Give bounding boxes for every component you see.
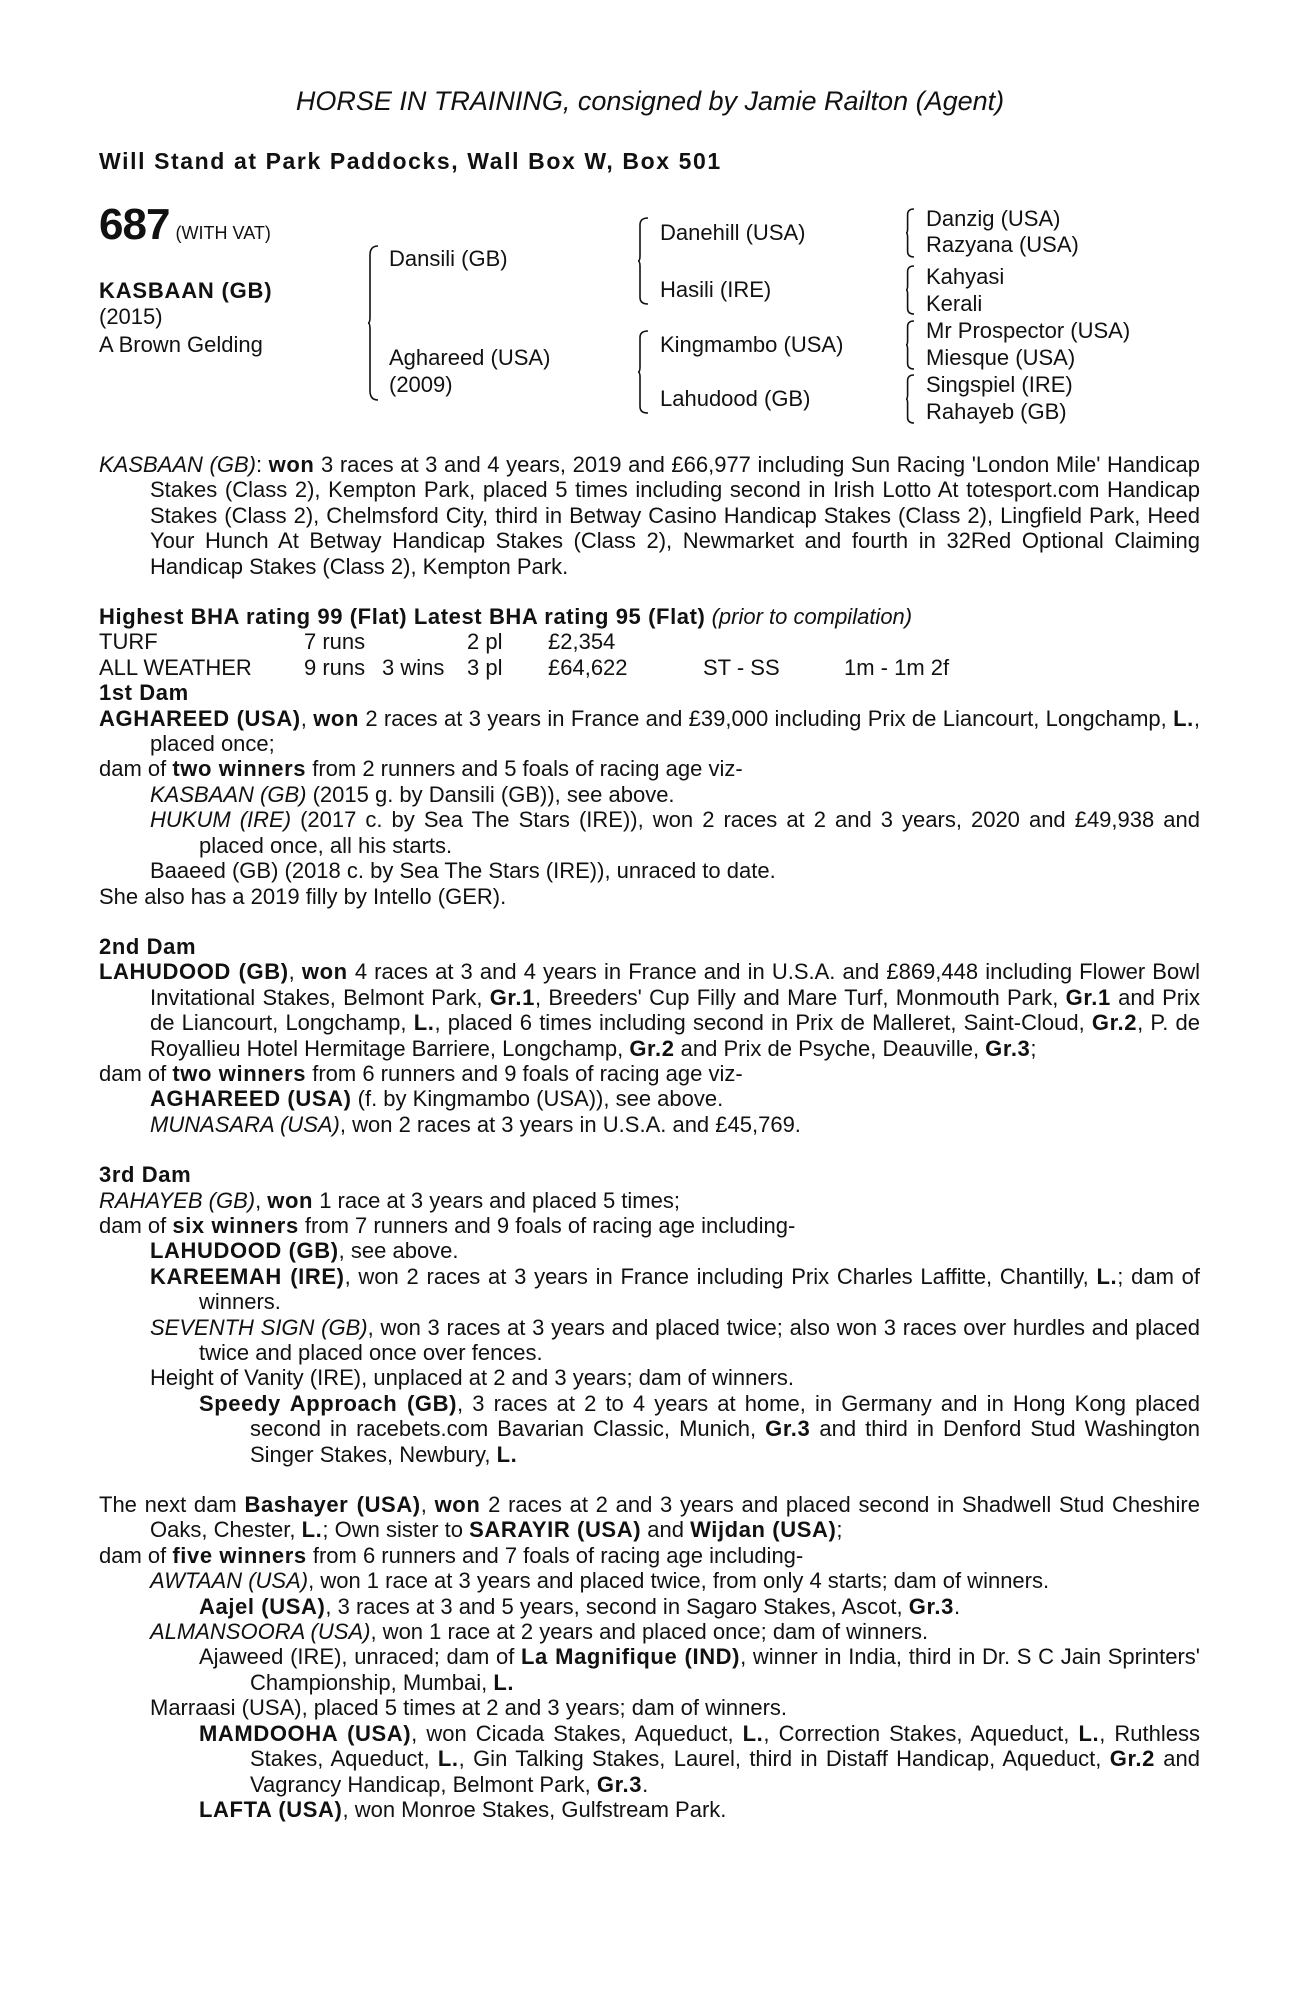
pedigree-paragraph (99, 1543, 1200, 1568)
great-grandparent: Danzig (USA) (926, 206, 1061, 231)
ratings-cell (382, 629, 467, 654)
pedigree-paragraph (99, 1315, 1200, 1366)
italic-text: AWTAAN (USA) (150, 1568, 309, 1594)
bold-text: MAMDOOHA (USA) (199, 1720, 412, 1746)
pedigree-paragraph (99, 959, 1200, 1061)
bold-text: Gr.3 (985, 1035, 1031, 1061)
dam-dam: Lahudood (GB) (660, 386, 811, 411)
text-run: , won 1 race at 3 years and placed twice, from only 4 starts; dam of winners. (308, 1568, 1050, 1594)
bold-text: Highest BHA rating 99 (Flat) Latest BHA rating 95 (Flat) (99, 604, 706, 630)
brace-icon (638, 331, 648, 413)
bold-text: L. (493, 1669, 515, 1695)
text-run: , won 1 race at 2 years and placed once; dam of winners. (370, 1619, 929, 1645)
bold-text: Gr.3 (908, 1593, 954, 1619)
lot-number-line (99, 200, 271, 249)
ratings-cell (844, 629, 994, 654)
bold-text: SARAYIR (USA) (469, 1517, 642, 1543)
text-run: and Prix de Psyche, Deauville, (674, 1035, 986, 1061)
text-run: , Breeders' Cup Filly and Mare Turf, Monmouth Park, (534, 984, 1066, 1010)
text-run: ; (836, 1517, 843, 1543)
bold-text: Bashayer (USA) (244, 1492, 421, 1518)
text-run: , (288, 959, 302, 985)
brace-icon (368, 246, 378, 400)
bold-text: two winners (172, 756, 307, 782)
pedigree-paragraph (99, 1188, 1200, 1213)
bold-text: L. (1078, 1720, 1100, 1746)
ratings-cell: £2,354 (548, 629, 616, 655)
text-run: She also has a 2019 filly by Intello (GER). (99, 883, 507, 909)
pedigree-paragraph (99, 1619, 1200, 1644)
text-run: Baaeed (GB) (2018 c. by Sea The Stars (IRE)), unraced to date. (150, 858, 776, 884)
text-run: , (420, 1492, 435, 1518)
italic-text: KASBAAN (GB) (99, 452, 256, 477)
italic-text: ALMANSOORA (USA) (150, 1619, 371, 1645)
text-run: , won Cicada Stakes, Aqueduct, (411, 1720, 743, 1746)
text-run: Ajaweed (IRE), unraced; dam of (199, 1644, 522, 1670)
text-run: (2015 g. by Dansili (GB)), see above. (306, 781, 675, 807)
bold-text: won (434, 1492, 481, 1518)
bold-text: L. (496, 1441, 518, 1467)
ratings-table (99, 629, 1200, 680)
italic-text: RAHAYEB (GB) (99, 1187, 256, 1213)
dam-section (99, 934, 1200, 1137)
pedigree-paragraph (99, 1061, 1200, 1086)
bold-text: Gr.1 (1065, 984, 1111, 1010)
lot-number: 687 (99, 200, 170, 249)
pedigree-paragraph (99, 1391, 1200, 1467)
bold-text: Gr.2 (1091, 1010, 1138, 1036)
vat-note: (WITH VAT) (175, 223, 271, 243)
italic-text: HUKUM (IRE) (150, 807, 292, 833)
ratings-cell: £64,622 (548, 654, 628, 680)
text-run: , 3 races at 3 and 5 years, second in Sagaro Stakes, Ascot, (325, 1593, 909, 1619)
ratings-row (99, 655, 1200, 680)
section-heading: 1st Dam (99, 680, 189, 706)
catalogue-body (99, 452, 1200, 1822)
italic-text: (prior to compilation) (705, 604, 913, 630)
bold-text: Gr.2 (629, 1035, 675, 1061)
pedigree-paragraph (99, 452, 1200, 579)
pedigree-paragraph (99, 1213, 1200, 1238)
pedigree-paragraph (99, 1721, 1200, 1797)
bold-text: LAFTA (USA) (199, 1796, 343, 1822)
text-run: , won 2 races at 3 years in U.S.A. and £45,769. (339, 1111, 801, 1137)
brace-icon (638, 218, 648, 304)
text-run: The next dam (99, 1492, 245, 1518)
dam-section (99, 1492, 1200, 1822)
text-run: 2 races at 3 years in France and £39,000 including Prix de Liancourt, Longchamp, (358, 705, 1174, 731)
bold-text: LAHUDOOD (GB) (150, 1238, 339, 1264)
sire: Dansili (GB) (389, 246, 508, 271)
brace-icon (906, 266, 914, 314)
pedigree-paragraph (99, 1112, 1200, 1137)
ratings-cell: 3 wins (382, 654, 445, 680)
great-grandparent: Razyana (USA) (926, 232, 1079, 257)
text-run: 2 races at 2 and 3 years and placed second in Shadwell Stud Cheshire Oaks, Chester, (150, 1492, 1200, 1543)
pedigree-paragraph (99, 807, 1200, 858)
bold-text: won (301, 959, 348, 985)
bold-text: won (268, 452, 315, 477)
ratings-cell: 7 runs (304, 629, 366, 655)
text-run: and (641, 1517, 691, 1543)
pedigree-paragraph (99, 858, 1200, 883)
bold-text: two winners (172, 1060, 307, 1086)
great-grandparent: Kerali (926, 291, 983, 316)
ratings-cell: TURF (99, 629, 158, 655)
bold-text: Aajel (USA) (199, 1593, 326, 1619)
ratings-cell: 9 runs (304, 654, 366, 680)
pedigree-paragraph (99, 1644, 1200, 1695)
text-run: dam of (99, 1212, 173, 1238)
section-heading: 2nd Dam (99, 933, 197, 959)
pedigree-paragraph (99, 1797, 1200, 1822)
bold-text: Speedy Approach (GB) (199, 1390, 458, 1416)
brace-icon (906, 209, 914, 257)
ratings-heading (99, 604, 1200, 629)
text-run: from 6 runners and 9 foals of racing age viz- (306, 1060, 743, 1086)
dam-year: (2009) (389, 372, 453, 397)
horse-description: A Brown Gelding (99, 332, 263, 357)
race-record-section (99, 452, 1200, 579)
text-run: dam of (99, 756, 173, 782)
pedigree-paragraph (99, 1568, 1200, 1593)
text-run: from 6 runners and 7 foals of racing age including- (306, 1542, 804, 1568)
pedigree-paragraph (99, 1594, 1200, 1619)
pedigree-paragraph (99, 1695, 1200, 1720)
text-run: (2017 c. by Sea The Stars (IRE)), won 2 races at 2 and 3 years, 2020 and £49,938 and placed once, all his starts. (199, 807, 1200, 858)
bold-text: L. (301, 1517, 323, 1543)
text-run: , (300, 705, 314, 731)
text-run: , Gin Talking Stakes, Laurel, third in Distaff Handicap, Aqueduct, (458, 1746, 1110, 1772)
text-run: . (953, 1593, 961, 1619)
text-run: 1 race at 3 years and placed 5 times; (313, 1187, 680, 1213)
text-run: , won Monroe Stakes, Gulfstream Park. (342, 1796, 727, 1822)
great-grandparent: Singspiel (IRE) (926, 372, 1073, 397)
italic-text: MUNASARA (USA) (150, 1111, 340, 1137)
bold-text: AGHAREED (USA) (99, 705, 301, 731)
pedigree-paragraph (99, 884, 1200, 909)
great-grandparent: Miesque (USA) (926, 345, 1076, 370)
text-run: Height of Vanity (IRE), unplaced at 2 and 3 years; dam of winners. (150, 1365, 795, 1391)
great-grandparent: Rahayeb (GB) (926, 399, 1067, 424)
venue-line: Will Stand at Park Paddocks, Wall Box W, Box 501 (99, 148, 722, 174)
pedigree-paragraph (99, 1365, 1200, 1390)
dam-section (99, 680, 1200, 909)
text-run: ; Own sister to (322, 1517, 470, 1543)
text-run: , placed 6 times including second in Prix de Malleret, Saint-Cloud, (434, 1010, 1092, 1036)
text-run: , 3 races at 2 to 4 years at home, in Germany and in Hong Kong placed second in racebets.com Bavarian Classic, Munich, (250, 1390, 1201, 1442)
bold-text: Gr.3 (596, 1771, 643, 1797)
bold-text: Wijdan (USA) (690, 1517, 837, 1543)
dam-section (99, 1162, 1200, 1467)
bold-text: six winners (172, 1212, 299, 1238)
italic-text: SEVENTH SIGN (GB) (150, 1314, 368, 1340)
ratings-cell: ST - SS (703, 654, 780, 680)
ratings-cell: 1m - 1m 2f (844, 654, 950, 680)
pedigree-paragraph (99, 756, 1200, 781)
text-run: , Ruthless Stakes, Aqueduct, (250, 1720, 1200, 1772)
dam-sire: Kingmambo (USA) (660, 332, 844, 357)
bold-text: Gr.2 (1109, 1746, 1155, 1772)
text-run: ; (1030, 1035, 1037, 1061)
pedigree-paragraph (99, 706, 1200, 757)
great-grandparent: Kahyasi (926, 264, 1005, 289)
brace-icon (906, 375, 914, 423)
ratings-cell (703, 629, 844, 654)
bold-text: five winners (172, 1542, 307, 1568)
ratings-cell: 3 pl (467, 654, 503, 680)
bold-text: won (313, 705, 359, 731)
sire-dam: Hasili (IRE) (660, 277, 772, 302)
pedigree-paragraph (99, 1264, 1200, 1315)
text-run: (f. by Kingmambo (USA)), see above. (351, 1086, 724, 1112)
text-run: , see above. (338, 1238, 459, 1264)
bold-text: AGHAREED (USA) (150, 1086, 352, 1112)
bold-text: L. (1096, 1263, 1118, 1289)
bold-text: Gr.1 (489, 984, 535, 1010)
pedigree-paragraph (99, 782, 1200, 807)
bold-text: L. (413, 1010, 435, 1036)
text-run: , P. de Royallieu Hotel Hermitage Barriere, Longchamp, (150, 1010, 1200, 1061)
pedigree-paragraph (99, 1086, 1200, 1111)
text-run: from 7 runners and 9 foals of racing age including- (298, 1212, 796, 1238)
ratings-row (99, 629, 1200, 654)
text-run: , (255, 1187, 268, 1213)
text-run: and Prix de Liancourt, Longchamp, (150, 984, 1200, 1036)
text-run: , winner in India, third in Dr. S C Jain Sprinters' Championship, Mumbai, (250, 1644, 1200, 1695)
dam: Aghareed (USA) (389, 345, 551, 370)
bold-text: LAHUDOOD (GB) (99, 959, 289, 985)
text-run: , won 3 races at 3 years and placed twice; also won 3 races over hurdles and placed twice and placed once over fences. (199, 1314, 1200, 1365)
pedigree-paragraph (99, 1238, 1200, 1263)
bold-text: L. (1173, 705, 1194, 731)
pedigree-paragraph (99, 1492, 1200, 1543)
ratings-cell: ALL WEATHER (99, 654, 252, 680)
bold-text: L. (742, 1720, 764, 1746)
italic-text: KASBAAN (GB) (150, 781, 307, 807)
text-run: . (642, 1771, 649, 1797)
sire-sire: Danehill (USA) (660, 220, 806, 245)
bold-text: won (267, 1187, 314, 1213)
text-run: ; dam of winners. (199, 1263, 1200, 1315)
text-run: , Correction Stakes, Aqueduct, (763, 1720, 1079, 1746)
text-run: dam of (99, 1542, 173, 1568)
text-run: : (255, 452, 269, 477)
bold-text: KAREEMAH (IRE) (150, 1263, 345, 1289)
great-grandparent: Mr Prospector (USA) (926, 318, 1131, 343)
horse-name: KASBAAN (GB) (99, 278, 273, 303)
text-run: and Vagrancy Handicap, Belmont Park, (250, 1746, 1200, 1797)
bold-text: L. (437, 1746, 459, 1772)
bold-text: La Magnifique (IND) (521, 1644, 741, 1670)
text-run: from 2 runners and 5 foals of racing age viz- (306, 756, 743, 782)
ratings-cell: 2 pl (467, 629, 503, 655)
text-run: 4 races at 3 and 4 years in France and in U.S.A. and £869,448 including Flower Bowl Invitational Stakes, Belmont Park, (150, 959, 1200, 1010)
text-run: dam of (99, 1060, 173, 1086)
text-run: Marraasi (USA), placed 5 times at 2 and 3 years; dam of winners. (150, 1695, 788, 1721)
section-heading: 3rd Dam (99, 1162, 192, 1188)
bold-text: Gr.3 (765, 1416, 811, 1442)
ratings-section (99, 604, 1200, 680)
brace-icon (906, 321, 914, 369)
text-run: , placed once; (150, 705, 1200, 757)
foaling-year: (2015) (99, 304, 163, 329)
page-title: HORSE IN TRAINING, consigned by Jamie Railton (Agent) (295, 86, 1005, 116)
text-run: and third in Denford Stud Washington Singer Stakes, Newbury, (250, 1416, 1200, 1467)
text-run: , won 2 races at 3 years in France including Prix Charles Laffitte, Chantilly, (344, 1263, 1097, 1289)
text-run: 3 races at 3 and 4 years, 2019 and £66,977 including Sun Racing 'London Mile' Handicap Stakes (Class 2), Kempton Park, placed 5 times including second in Irish Lotto At totesport.com Handicap Stakes (Class 2), Chelmsford City, third in Betway Casino Handicap Stakes (Class 2), Lingfield Park, Heed Your Hunch At Betway Handicap Stakes (Class 2), Newmarket and fourth in 32Red Optional Claiming Handicap Stakes (Class 2), Kempton Park. (150, 452, 1200, 579)
